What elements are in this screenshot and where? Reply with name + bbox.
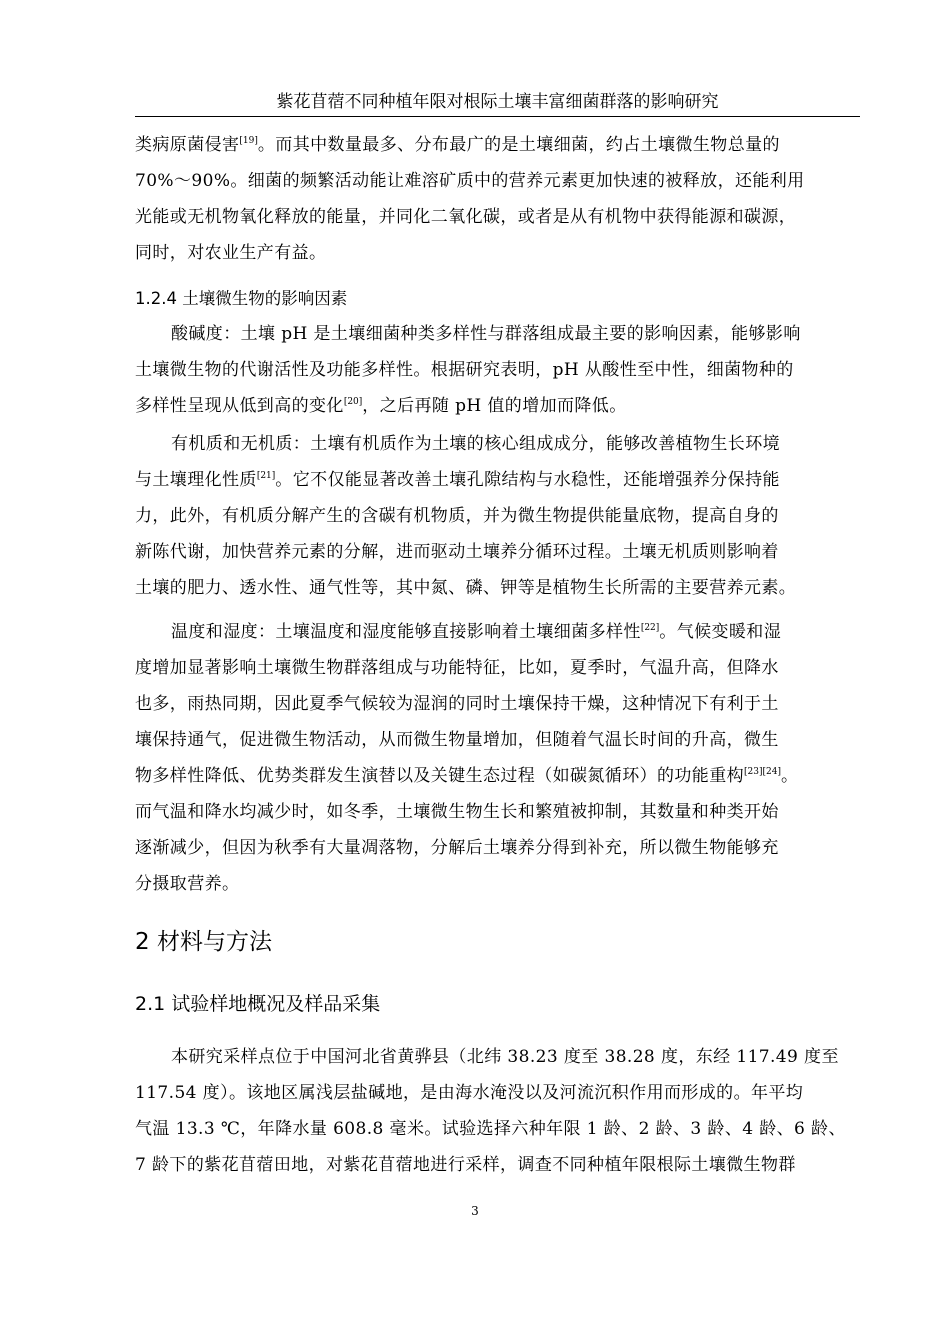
site-description-paragraph: [135, 1039, 860, 1183]
citation-ref: [20]: [343, 397, 363, 407]
text-line: 逐渐减少，但因为秋季有大量凋落物，分解后土壤养分得到补充，所以微生物能够充: [135, 838, 779, 858]
text-line: 也多，雨热同期，因此夏季气候较为湿润的同时土壤保持干燥，这种情况下有利于土: [135, 694, 779, 714]
citation-ref: [23][24]: [744, 767, 781, 777]
organic-matter-paragraph: [135, 426, 860, 606]
text-line: 117.54 度）。该地区属浅层盐碱地，是由海水淹没以及河流沉积作用而形成的。年平均: [135, 1083, 804, 1103]
text-line: 70%～90%。细菌的频繁活动能让难溶矿质中的营养元素更加快速的被释放，还能利用: [135, 171, 805, 191]
text-line: 类病原菌侵害[19]。而其中数量最多、分布最广的是土壤细菌，约占土壤微生物总量的: [135, 135, 780, 155]
text-line: 光能或无机物氧化释放的能量，并同化二氧化碳，或者是从有机物中获得能源和碳源，: [135, 207, 797, 227]
running-header: 紫花苜蓿不同种植年限对根际土壤丰富细菌群落的影响研究: [276, 92, 719, 112]
ph-paragraph: [135, 316, 860, 424]
page-number: 3: [471, 1204, 479, 1218]
text-line: 气温 13.3 ℃，年降水量 608.8 毫米。试验选择六种年限 1 龄、2 龄、3 龄、4 龄、6 龄、: [135, 1119, 846, 1139]
text-line: 与土壤理化性质[21]。它不仅能显著改善土壤孔隙结构与水稳性，还能增强养分保持能: [135, 470, 780, 490]
text-line: 7 龄下的紫花苜蓿田地，对紫花苜蓿地进行采样，调查不同种植年限根际土壤微生物群: [135, 1155, 796, 1175]
chapter-heading-2: 2 材料与方法: [135, 929, 272, 955]
text-line: 酸碱度：土壤 pH 是土壤细菌种类多样性与群落组成最主要的影响因素，能够影响: [171, 324, 801, 344]
text-line: 同时，对农业生产有益。: [135, 243, 327, 263]
text-line: 土壤的肥力、透水性、通气性等，其中氮、磷、钾等是植物生长所需的主要营养元素。: [135, 578, 797, 598]
text-line: 多样性呈现从低到高的变化[20]，之后再随 pH 值的增加而降低。: [135, 396, 627, 416]
text-line: 力，此外，有机质分解产生的含碳有机物质，并为微生物提供能量底物，提高自身的: [135, 506, 779, 526]
text-line: 新陈代谢，加快营养元素的分解，进而驱动土壤养分循环过程。土壤无机质则影响着: [135, 542, 779, 562]
text-line: 温度和湿度：土壤温度和湿度能够直接影响着土壤细菌多样性[22]。气候变暖和湿: [171, 622, 782, 642]
temperature-humidity-paragraph: [135, 614, 860, 902]
citation-ref: [19]: [239, 136, 258, 146]
section-heading-2-1: 2.1 试验样地概况及样品采集: [135, 993, 381, 1015]
citation-ref: [22]: [640, 623, 660, 633]
text-line: 物多样性降低、优势类群发生演替以及关键生态过程（如碳氮循环）的功能重构[23][24]。: [135, 766, 799, 786]
text-line: 土壤微生物的代谢活性及功能多样性。根据研究表明，pH 从酸性至中性，细菌物种的: [135, 360, 794, 380]
text-line: 分摄取营养。: [135, 874, 240, 894]
text-line: 壤保持通气，促进微生物活动，从而微生物量增加，但随着气温长时间的升高，微生: [135, 730, 779, 750]
text-line: 而气温和降水均减少时，如冬季，土壤微生物生长和繁殖被抑制，其数量和种类开始: [135, 802, 779, 822]
text-line: 有机质和无机质：土壤有机质作为土壤的核心组成成分，能够改善植物生长环境: [171, 434, 780, 454]
text-line: 本研究采样点位于中国河北省黄骅县（北纬 38.23 度至 38.28 度，东经 117.49 度至: [171, 1047, 839, 1067]
text-line: 度增加显著影响土壤微生物群落组成与功能特征，比如，夏季时，气温升高，但降水: [135, 658, 779, 678]
header-rule: [135, 116, 860, 117]
citation-ref: [21]: [256, 471, 276, 481]
section-heading-1-2-4: 1.2.4 土壤微生物的影响因素: [135, 289, 348, 308]
intro-paragraph: [135, 127, 860, 271]
